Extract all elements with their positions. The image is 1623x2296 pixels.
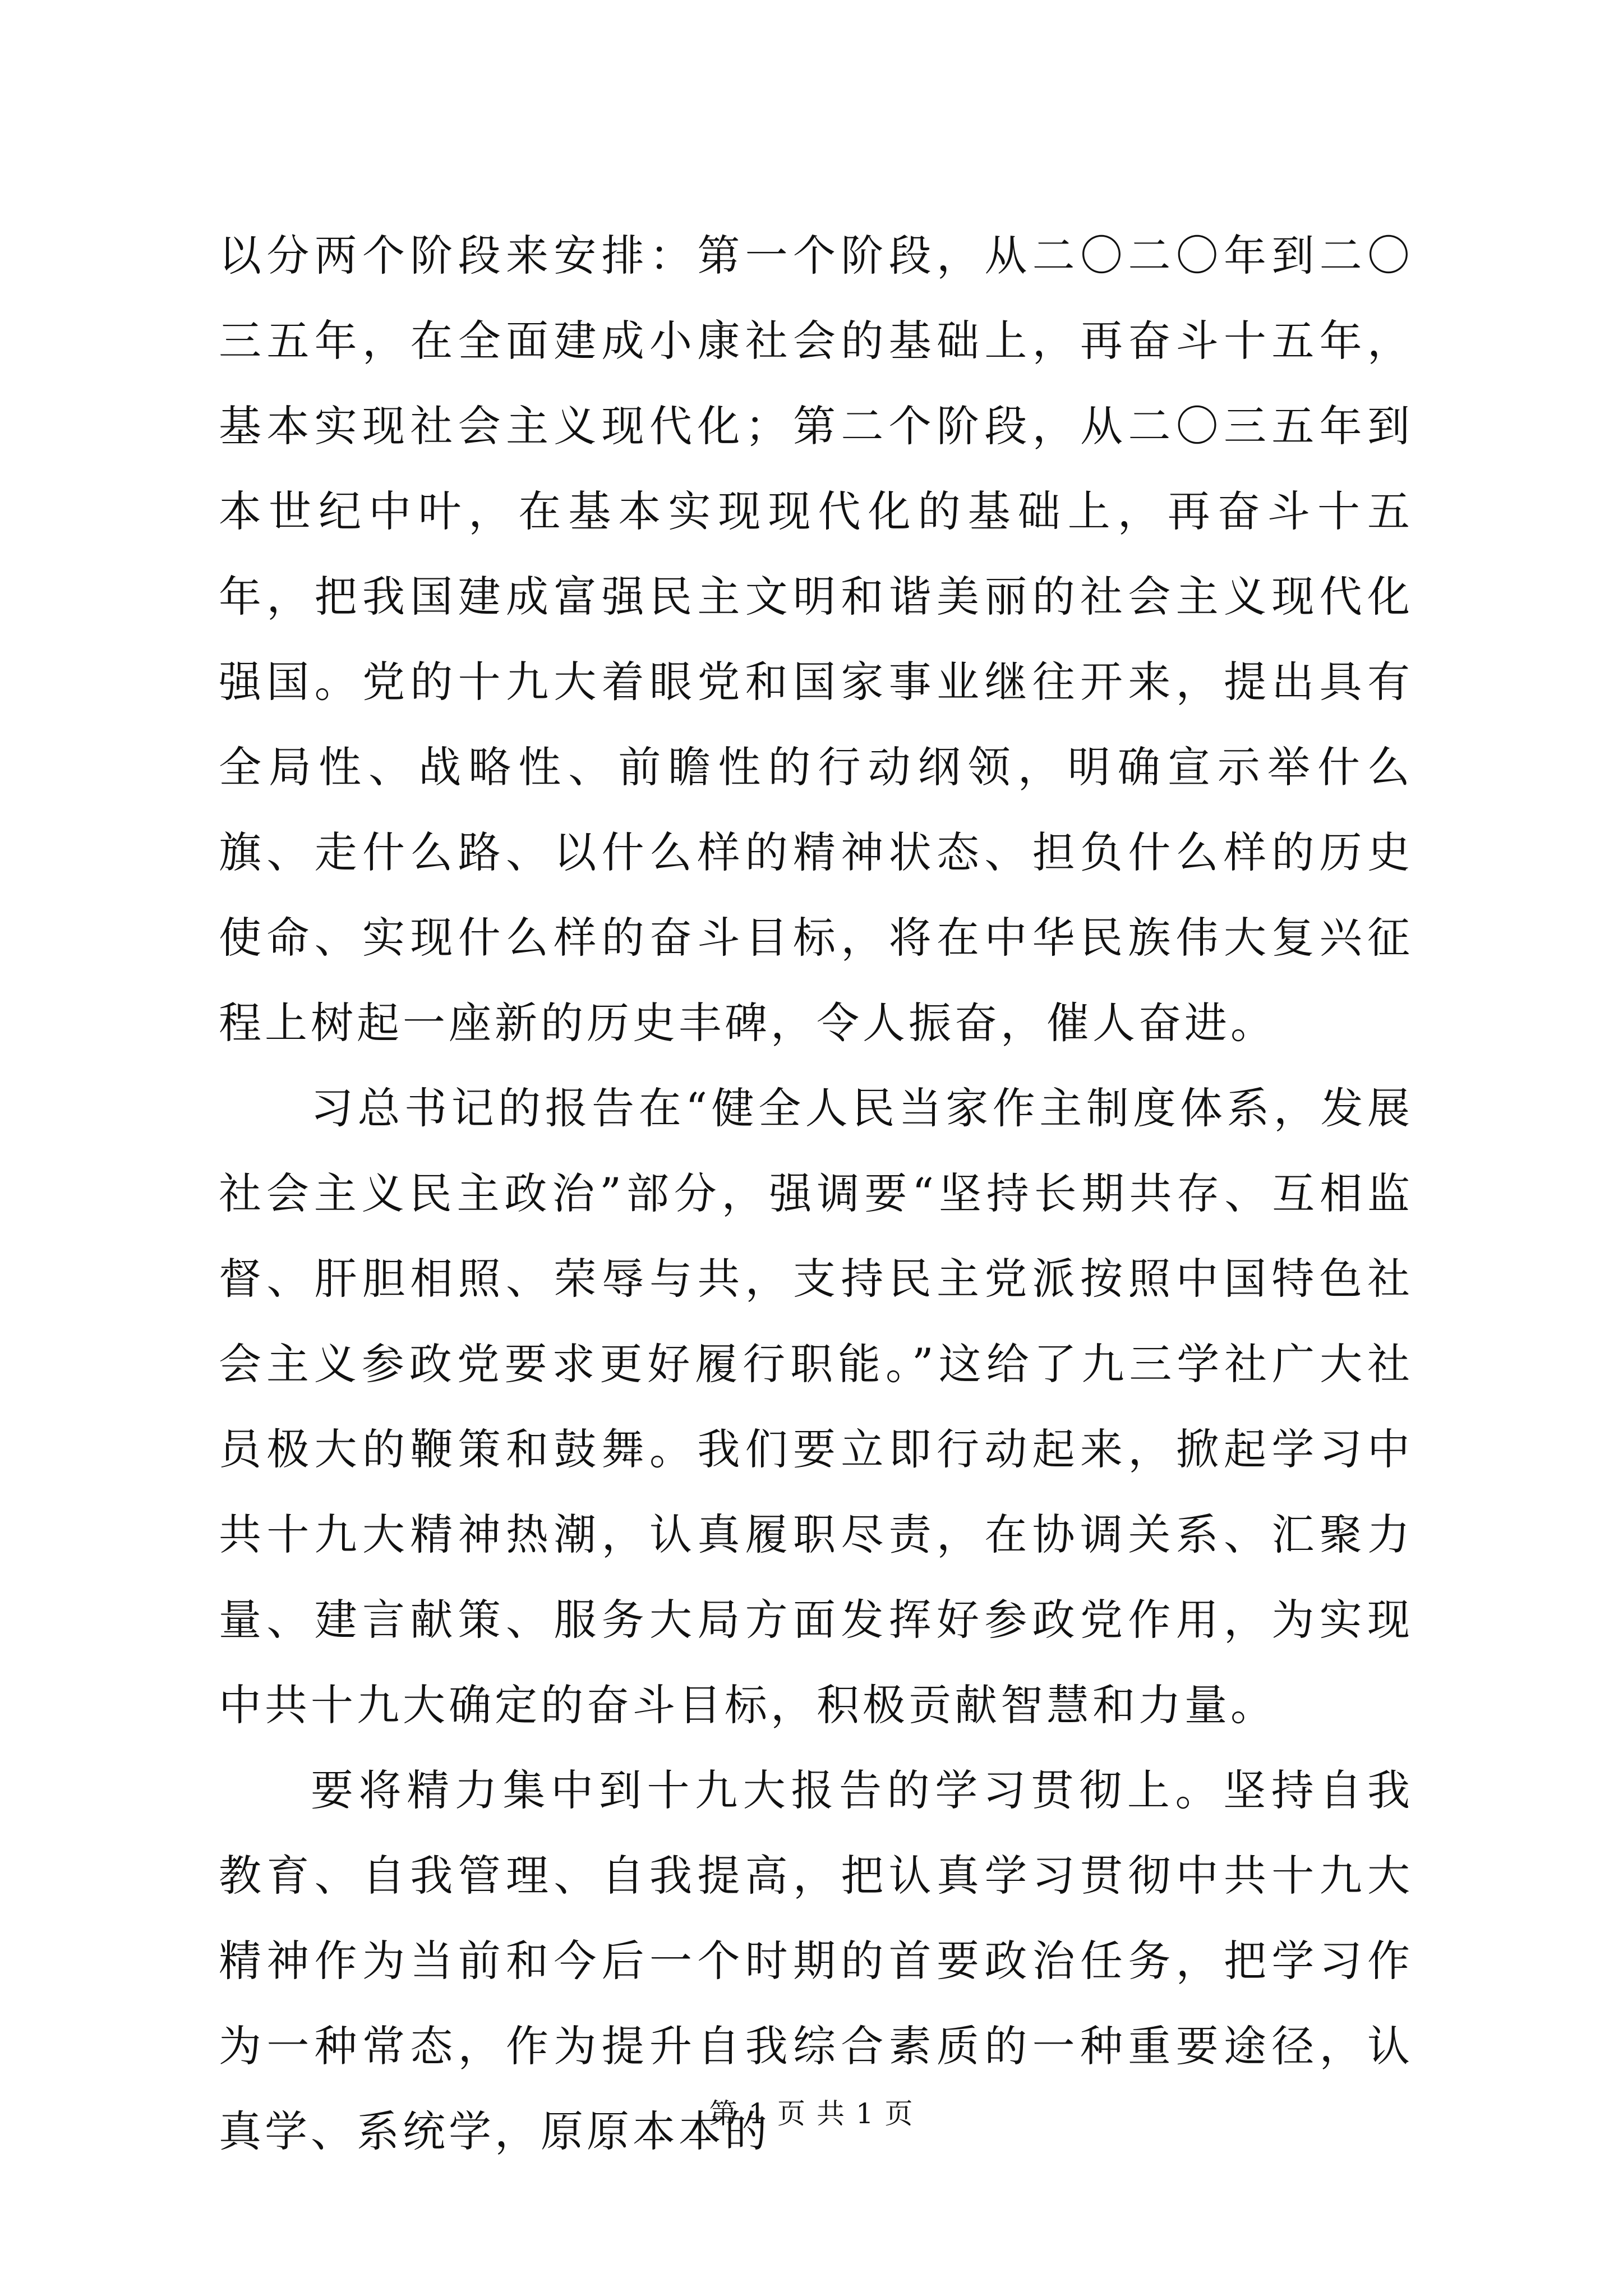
page-footer: 第 1 页 共 1 页 (709, 2097, 914, 2130)
document-body (219, 213, 1413, 2174)
paragraph-1: 以分两个阶段来安排：第一个阶段，从二〇二〇年到二〇三五年，在全面建成小康社会的基础上，再奋斗十五年，基本实现社会主义现代化；第二个阶段，从二〇三五年到本世纪中叶，在基本实现现代化的基础上，再奋斗十五年，把我国建成富强民主文明和谐美丽的社会主义现代化强国。党的十九大着眼党和国家事业继往开来，提出具有全局性、战略性、前瞻性的行动纲领，明确宣示举什么旗、走什么路、以什么样的精神状态、担负什么样的历史使命、实现什么样的奋斗目标，将在中华民族伟大复兴征程上树起一座新的历史丰碑，令人振奋，催人奋进。 (219, 231, 1413, 1048)
paragraph-2: 习总书记的报告在“健全人民当家作主制度体系，发展社会主义民主政治”部分，强调要“坚持长期共存、互相监督、肝胆相照、荣辱与共，支持民主党派按照中国特色社会主义参政党要求更好履行职能。”这给了九三学社广大社员极大的鞭策和鼓舞。我们要立即行动起来，掀起学习中共十九大精神热潮，认真履职尽责，在协调关系、汇聚力量、建言献策、服务大局方面发挥好参政党作用，为实现中共十九大确定的奋斗目标，积极贡献智慧和力量。 (219, 1083, 1413, 1730)
paragraph-3: 要将精力集中到十九大报告的学习贯彻上。坚持自我教育、自我管理、自我提高，把认真学习贯彻中共十九大精神作为当前和今后一个时期的首要政治任务，把学习作为一种常态，作为提升自我综合素质的一种重要途径，认真学、系统学，原原本本的 (219, 1765, 1413, 2156)
